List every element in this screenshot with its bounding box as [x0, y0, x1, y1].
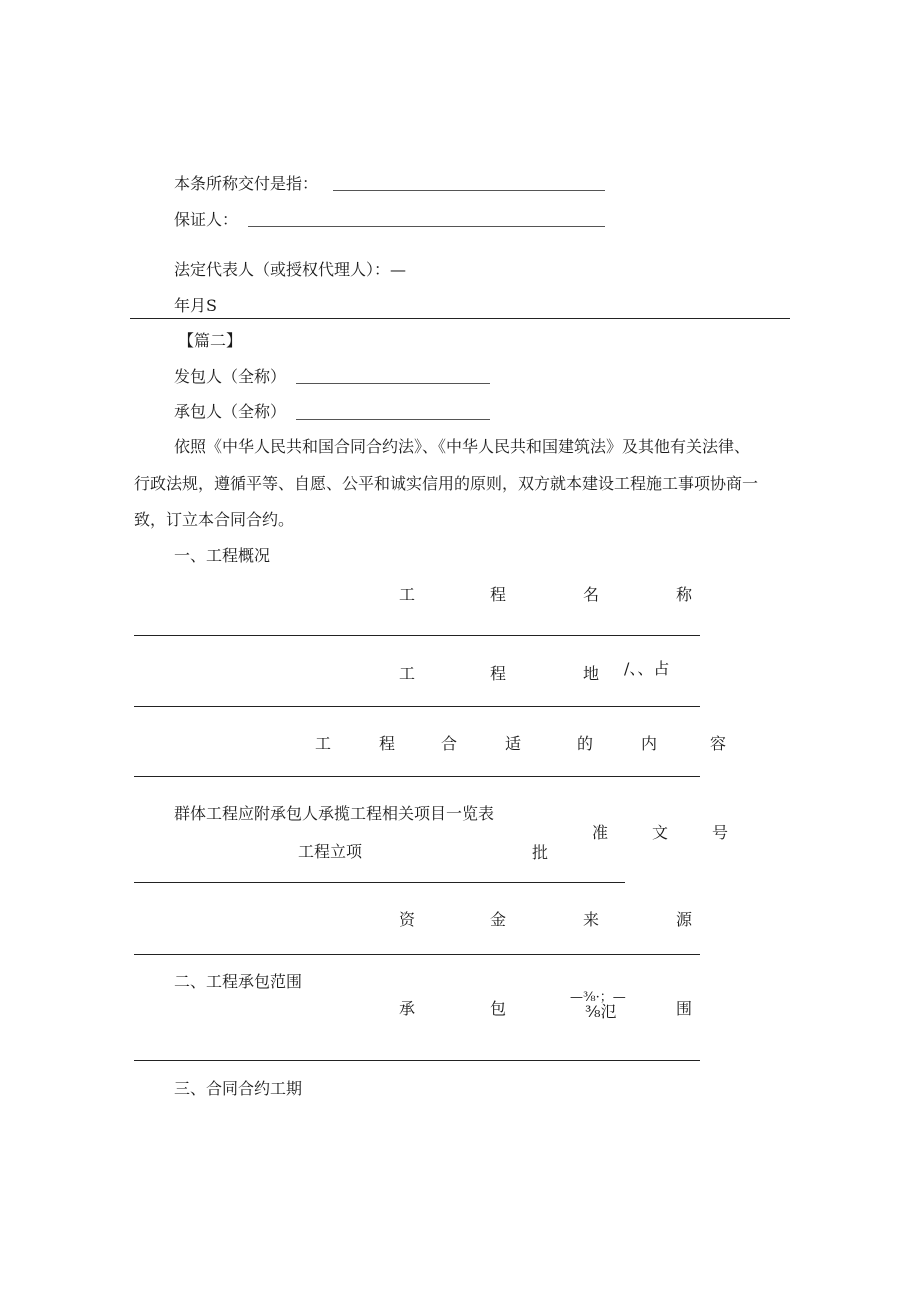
preamble-line-3: 致，订立本合同合约。	[134, 510, 295, 529]
fund-source-char: 源	[676, 910, 693, 929]
fund-source-char: 来	[583, 910, 600, 929]
project-content-char: 工	[315, 734, 332, 753]
employer-label: 发包人（全称）	[174, 367, 287, 386]
approval-char: 准	[592, 823, 609, 842]
delivery-blank-line	[333, 190, 605, 191]
project-name-char: 程	[490, 585, 507, 604]
section-divider	[130, 318, 790, 319]
project-approval-label: 工程立项	[298, 842, 363, 861]
project-content-char: 适	[505, 734, 522, 753]
scope-line	[134, 1060, 700, 1061]
scope-char: 承	[399, 999, 416, 1018]
project-name-char: 名	[583, 585, 600, 604]
project-content-char: 的	[577, 734, 594, 753]
fund-source-char: 金	[490, 910, 507, 929]
approval-prefix: 批	[532, 843, 549, 862]
section-2-title: 二、工程承包范围	[174, 972, 303, 991]
group-project-note: 群体工程应附承包人承揽工程相关项目一览表	[174, 804, 495, 823]
project-name-char: 称	[676, 585, 693, 604]
guarantor-label: 保证人：	[174, 210, 239, 229]
project-location-char: 程	[490, 664, 507, 683]
employer-blank-line	[296, 383, 490, 384]
contractor-blank-line	[296, 419, 490, 420]
guarantor-blank-line	[248, 226, 605, 227]
fund-source-char: 资	[399, 910, 416, 929]
part-two-heading: 【篇二】	[178, 331, 243, 350]
project-approval-line	[134, 882, 625, 883]
approval-char: 号	[712, 823, 729, 842]
project-location-char: 工	[399, 664, 416, 683]
scope-char: ⅜氾	[585, 1002, 617, 1021]
project-content-char: 容	[710, 734, 727, 753]
project-location-line	[134, 706, 700, 707]
fund-source-line	[134, 954, 700, 955]
project-content-char: 程	[379, 734, 396, 753]
section-3-title: 三、合同合约工期	[174, 1079, 303, 1098]
project-name-char: 工	[399, 585, 416, 604]
approval-char: 文	[652, 823, 669, 842]
project-content-line	[134, 776, 700, 777]
scope-char: 包	[490, 999, 507, 1018]
preamble-line-1: 依照《中华人民共和国合同合约法》、《中华人民共和国建筑法》及其他有关法律、	[174, 437, 751, 456]
scope-char: 围	[676, 999, 693, 1018]
contractor-label: 承包人（全称）	[174, 402, 287, 421]
date-label: 年月S	[174, 296, 217, 315]
delivery-label: 本条所称交付是指：	[174, 174, 319, 193]
scope-overmark: —⅜·；—	[570, 990, 626, 1005]
project-location-char: /、、占	[624, 659, 670, 678]
project-content-char: 内	[641, 734, 658, 753]
project-content-char: 合	[441, 734, 458, 753]
preamble-line-2: 行政法规，遵循平等、自愿、公平和诚实信用的原则，双方就本建设工程施工事项协商一	[134, 474, 759, 493]
project-location-char: 地	[583, 664, 600, 683]
legal-representative-label: 法定代表人（或授权代理人）：—	[174, 260, 407, 279]
section-1-title: 一、工程概况	[174, 546, 271, 565]
project-name-line	[134, 635, 700, 636]
